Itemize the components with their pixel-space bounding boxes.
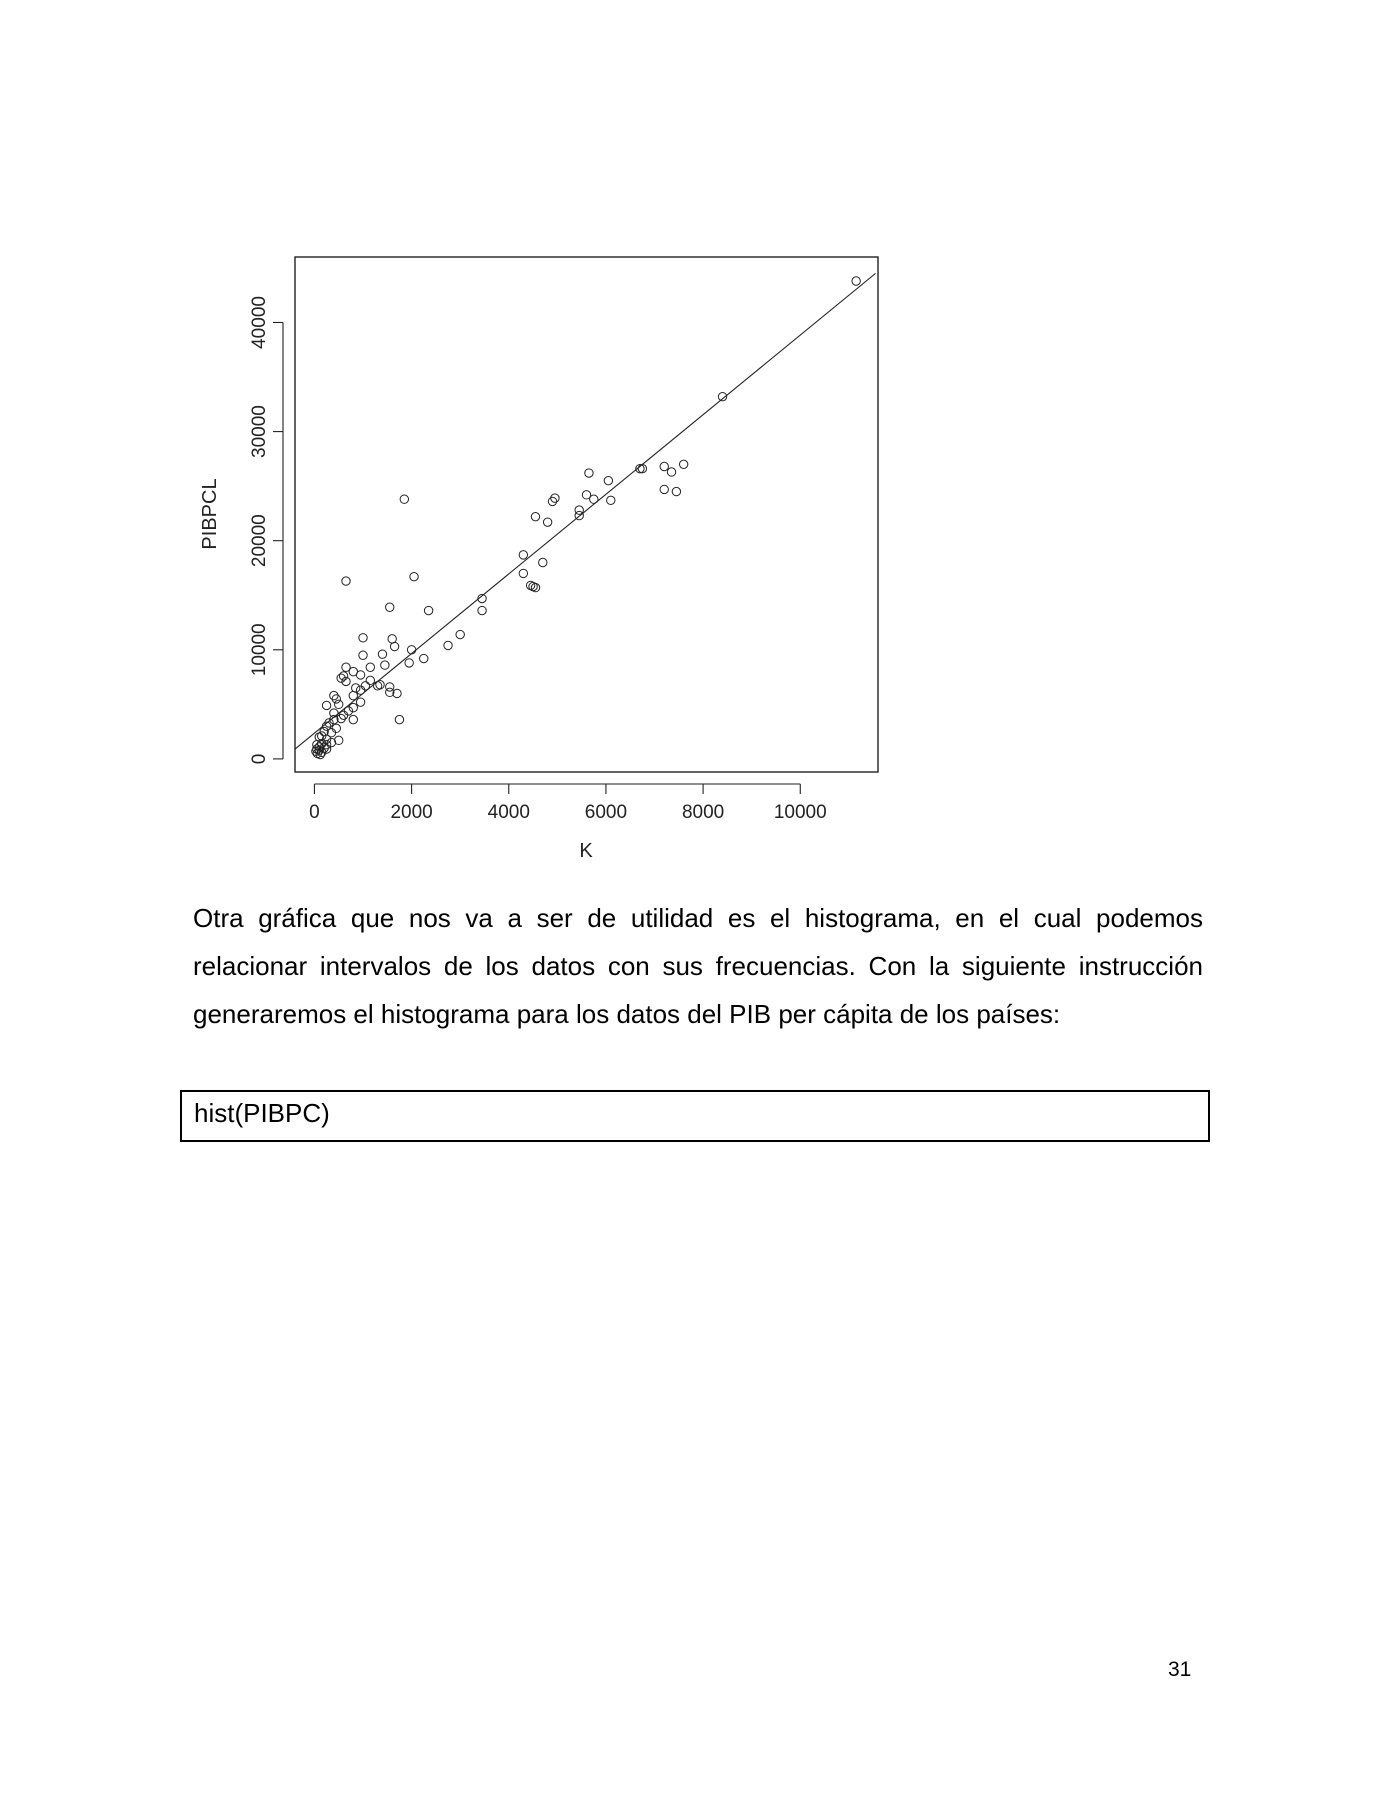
data-point [335, 700, 343, 708]
data-point [543, 518, 551, 526]
data-point [679, 460, 687, 468]
y-axis [249, 296, 283, 764]
data-point [531, 583, 539, 591]
code-text: hist(PIBPC) [194, 1098, 330, 1128]
data-point [672, 487, 680, 495]
x-tick-label: 8000 [681, 802, 725, 823]
x-axis [309, 784, 827, 823]
x-tick-label: 6000 [584, 802, 628, 823]
data-point [400, 495, 408, 503]
data-point [342, 577, 350, 585]
data-point [388, 635, 396, 643]
data-point [519, 569, 527, 577]
data-point [390, 642, 398, 650]
x-tick-label: 10000 [773, 802, 827, 823]
data-point [604, 476, 612, 484]
y-tick-label: 10000 [249, 623, 270, 677]
data-point [607, 496, 615, 504]
y-tick-label: 0 [249, 753, 270, 765]
code-box [180, 1090, 1210, 1142]
data-point [456, 630, 464, 638]
data-point [386, 603, 394, 611]
data-points [312, 277, 861, 759]
data-point [660, 485, 668, 493]
plot-frame [295, 257, 878, 772]
data-point [322, 701, 330, 709]
scatter-chart [180, 240, 900, 880]
x-tick-label: 4000 [487, 802, 530, 823]
x-tick-label: 2000 [390, 802, 433, 823]
data-point [424, 606, 432, 614]
data-point [444, 641, 452, 649]
regression-line [295, 273, 876, 749]
body-paragraph: Otra gráfica que nos va a ser de utilidad es el histograma, en el cual podemos relacionar intervalos de los datos con sus frecuencias. Con la siguiente instrucción generaremos el histograma para los datos del PIB per cápita de los países: [193, 903, 1203, 1029]
data-point [519, 551, 527, 559]
x-axis-label: K [579, 840, 593, 862]
y-tick-label: 20000 [249, 514, 270, 568]
data-point [531, 512, 539, 520]
data-point [407, 646, 415, 654]
data-point [660, 462, 668, 470]
data-point [349, 715, 357, 723]
data-point [575, 506, 583, 514]
y-tick-label: 30000 [249, 405, 270, 458]
data-point [852, 277, 860, 285]
page-number: 31 [1168, 1658, 1192, 1681]
data-point [352, 684, 360, 692]
data-point [356, 698, 364, 706]
data-point [339, 672, 347, 680]
data-point [366, 676, 374, 684]
data-point [332, 724, 340, 732]
data-point [381, 661, 389, 669]
data-point [539, 558, 547, 566]
data-point [410, 572, 418, 580]
data-point [585, 469, 593, 477]
y-axis-label: PIBPCL [199, 478, 221, 550]
x-tick-label: 0 [309, 802, 320, 823]
data-point [359, 651, 367, 659]
y-tick-label: 40000 [249, 296, 270, 349]
data-point [366, 663, 374, 671]
data-point [359, 634, 367, 642]
data-point [667, 468, 675, 476]
data-point [395, 715, 403, 723]
data-point [420, 654, 428, 662]
data-point [478, 606, 486, 614]
data-point [356, 671, 364, 679]
data-point [405, 659, 413, 667]
data-point [378, 650, 386, 658]
